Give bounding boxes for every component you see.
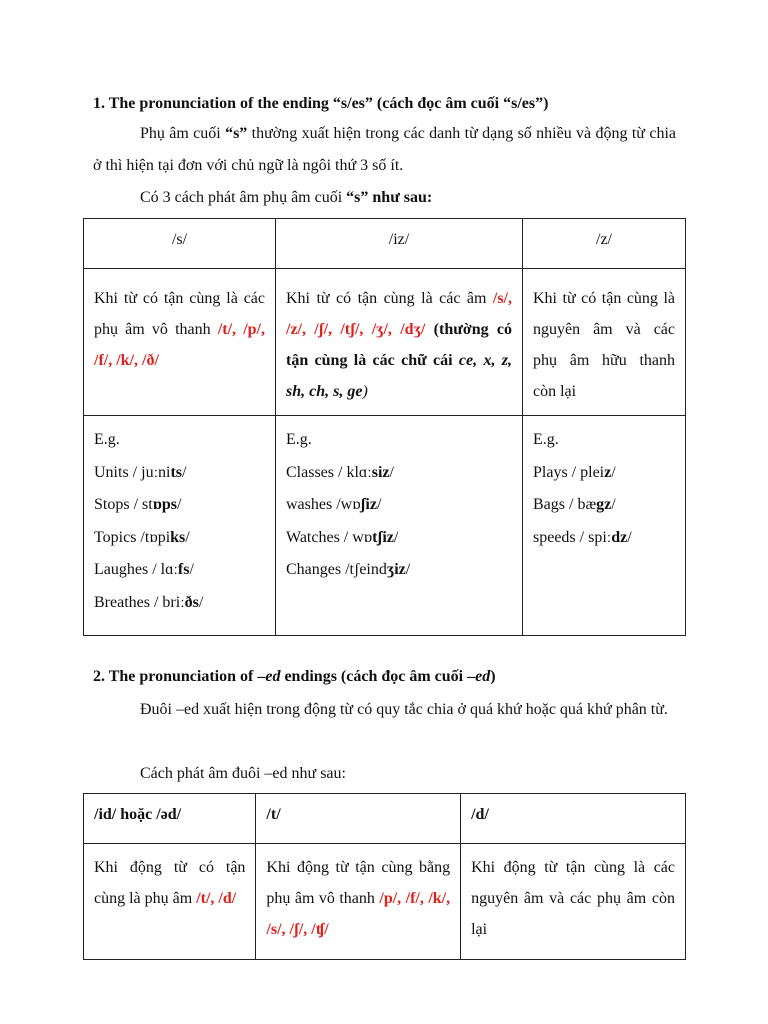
example-row: Topics /tɒpiks/ (94, 528, 190, 546)
example-row: Plays / pleiz/ (533, 463, 616, 481)
rule-id: Khi động từ có tận cùng là phụ âm /t/, /d/ (84, 844, 256, 960)
example-row: Classes / klɑːsiz/ (286, 463, 394, 481)
header-iz: /iz/ (276, 219, 523, 269)
header-t: /t/ (256, 794, 461, 844)
ed-table (83, 793, 686, 960)
section1-intro-2: Có 3 cách phát âm phụ âm cuối “s” như sau: (140, 189, 433, 206)
example-row: Changes /tʃeindʒiz/ (286, 561, 411, 578)
examples-s (84, 416, 276, 636)
header-z: /z/ (523, 219, 686, 269)
eg-label: E.g. (94, 431, 120, 448)
examples-z (523, 416, 686, 636)
rule-z: Khi từ có tận cùng là nguyên âm và các phụ âm hữu thanh còn lại (523, 269, 686, 416)
rule-t: Khi động từ tận cùng bằng phụ âm vô thanh /p/, /f/, /k/, /s/, /ʃ/, /ʧ/ (256, 844, 461, 960)
section1-intro: Phụ âm cuối “s” thường xuất hiện trong các danh từ dạng số nhiều và động từ chia ở thì hiện tại đơn với chủ ngữ là ngôi thứ 3 số ít. (93, 125, 676, 174)
s-es-table (83, 218, 686, 636)
section2-intro-2: Cách phát âm đuôi –ed như sau: (140, 765, 346, 782)
example-row: Breathes / briːðs/ (94, 593, 204, 611)
section2-heading: 2. The pronunciation of –ed endings (cách đọc âm cuối –ed) (93, 668, 496, 685)
header-s: /s/ (84, 219, 276, 269)
example-row: Stops / stɒps/ (94, 496, 182, 513)
rule-s: Khi từ có tận cùng là các phụ âm vô thanh /t/, /p/, /f/, /k/, /ð/ (84, 269, 276, 416)
examples-iz (276, 416, 523, 636)
eg-label: E.g. (286, 431, 312, 448)
rule-d: Khi động từ tận cùng là các nguyên âm và các phụ âm còn lại (461, 844, 686, 960)
section2-intro: Đuôi –ed xuất hiện trong động từ có quy tắc chia ở quá khứ hoặc quá khứ phân từ. (140, 701, 668, 718)
header-id: /id/ hoặc /əd/ (84, 794, 256, 844)
example-row: Watches / wɒtʃiz/ (286, 528, 399, 546)
eg-label: E.g. (533, 431, 559, 448)
example-row: Bags / bægz/ (533, 496, 616, 513)
rule-iz: Khi từ có tận cùng là các âm /s/, /z/, /ʃ/, /tʃ/, /ʒ/, /dʒ/ (thường có tận cùng là các chữ cái ce, x, z, sh, ch, s, ge) (276, 269, 523, 416)
example-row: Laughes / lɑːfs/ (94, 561, 194, 578)
section1-heading: 1. The pronunciation of the ending “s/es” (cách đọc âm cuối “s/es”) (93, 95, 549, 112)
header-d: /d/ (461, 794, 686, 844)
example-row: washes /wɒʃiz/ (286, 496, 382, 513)
example-row: Units / juːnits/ (94, 463, 187, 481)
example-row: speeds / spiːdz/ (533, 528, 632, 546)
